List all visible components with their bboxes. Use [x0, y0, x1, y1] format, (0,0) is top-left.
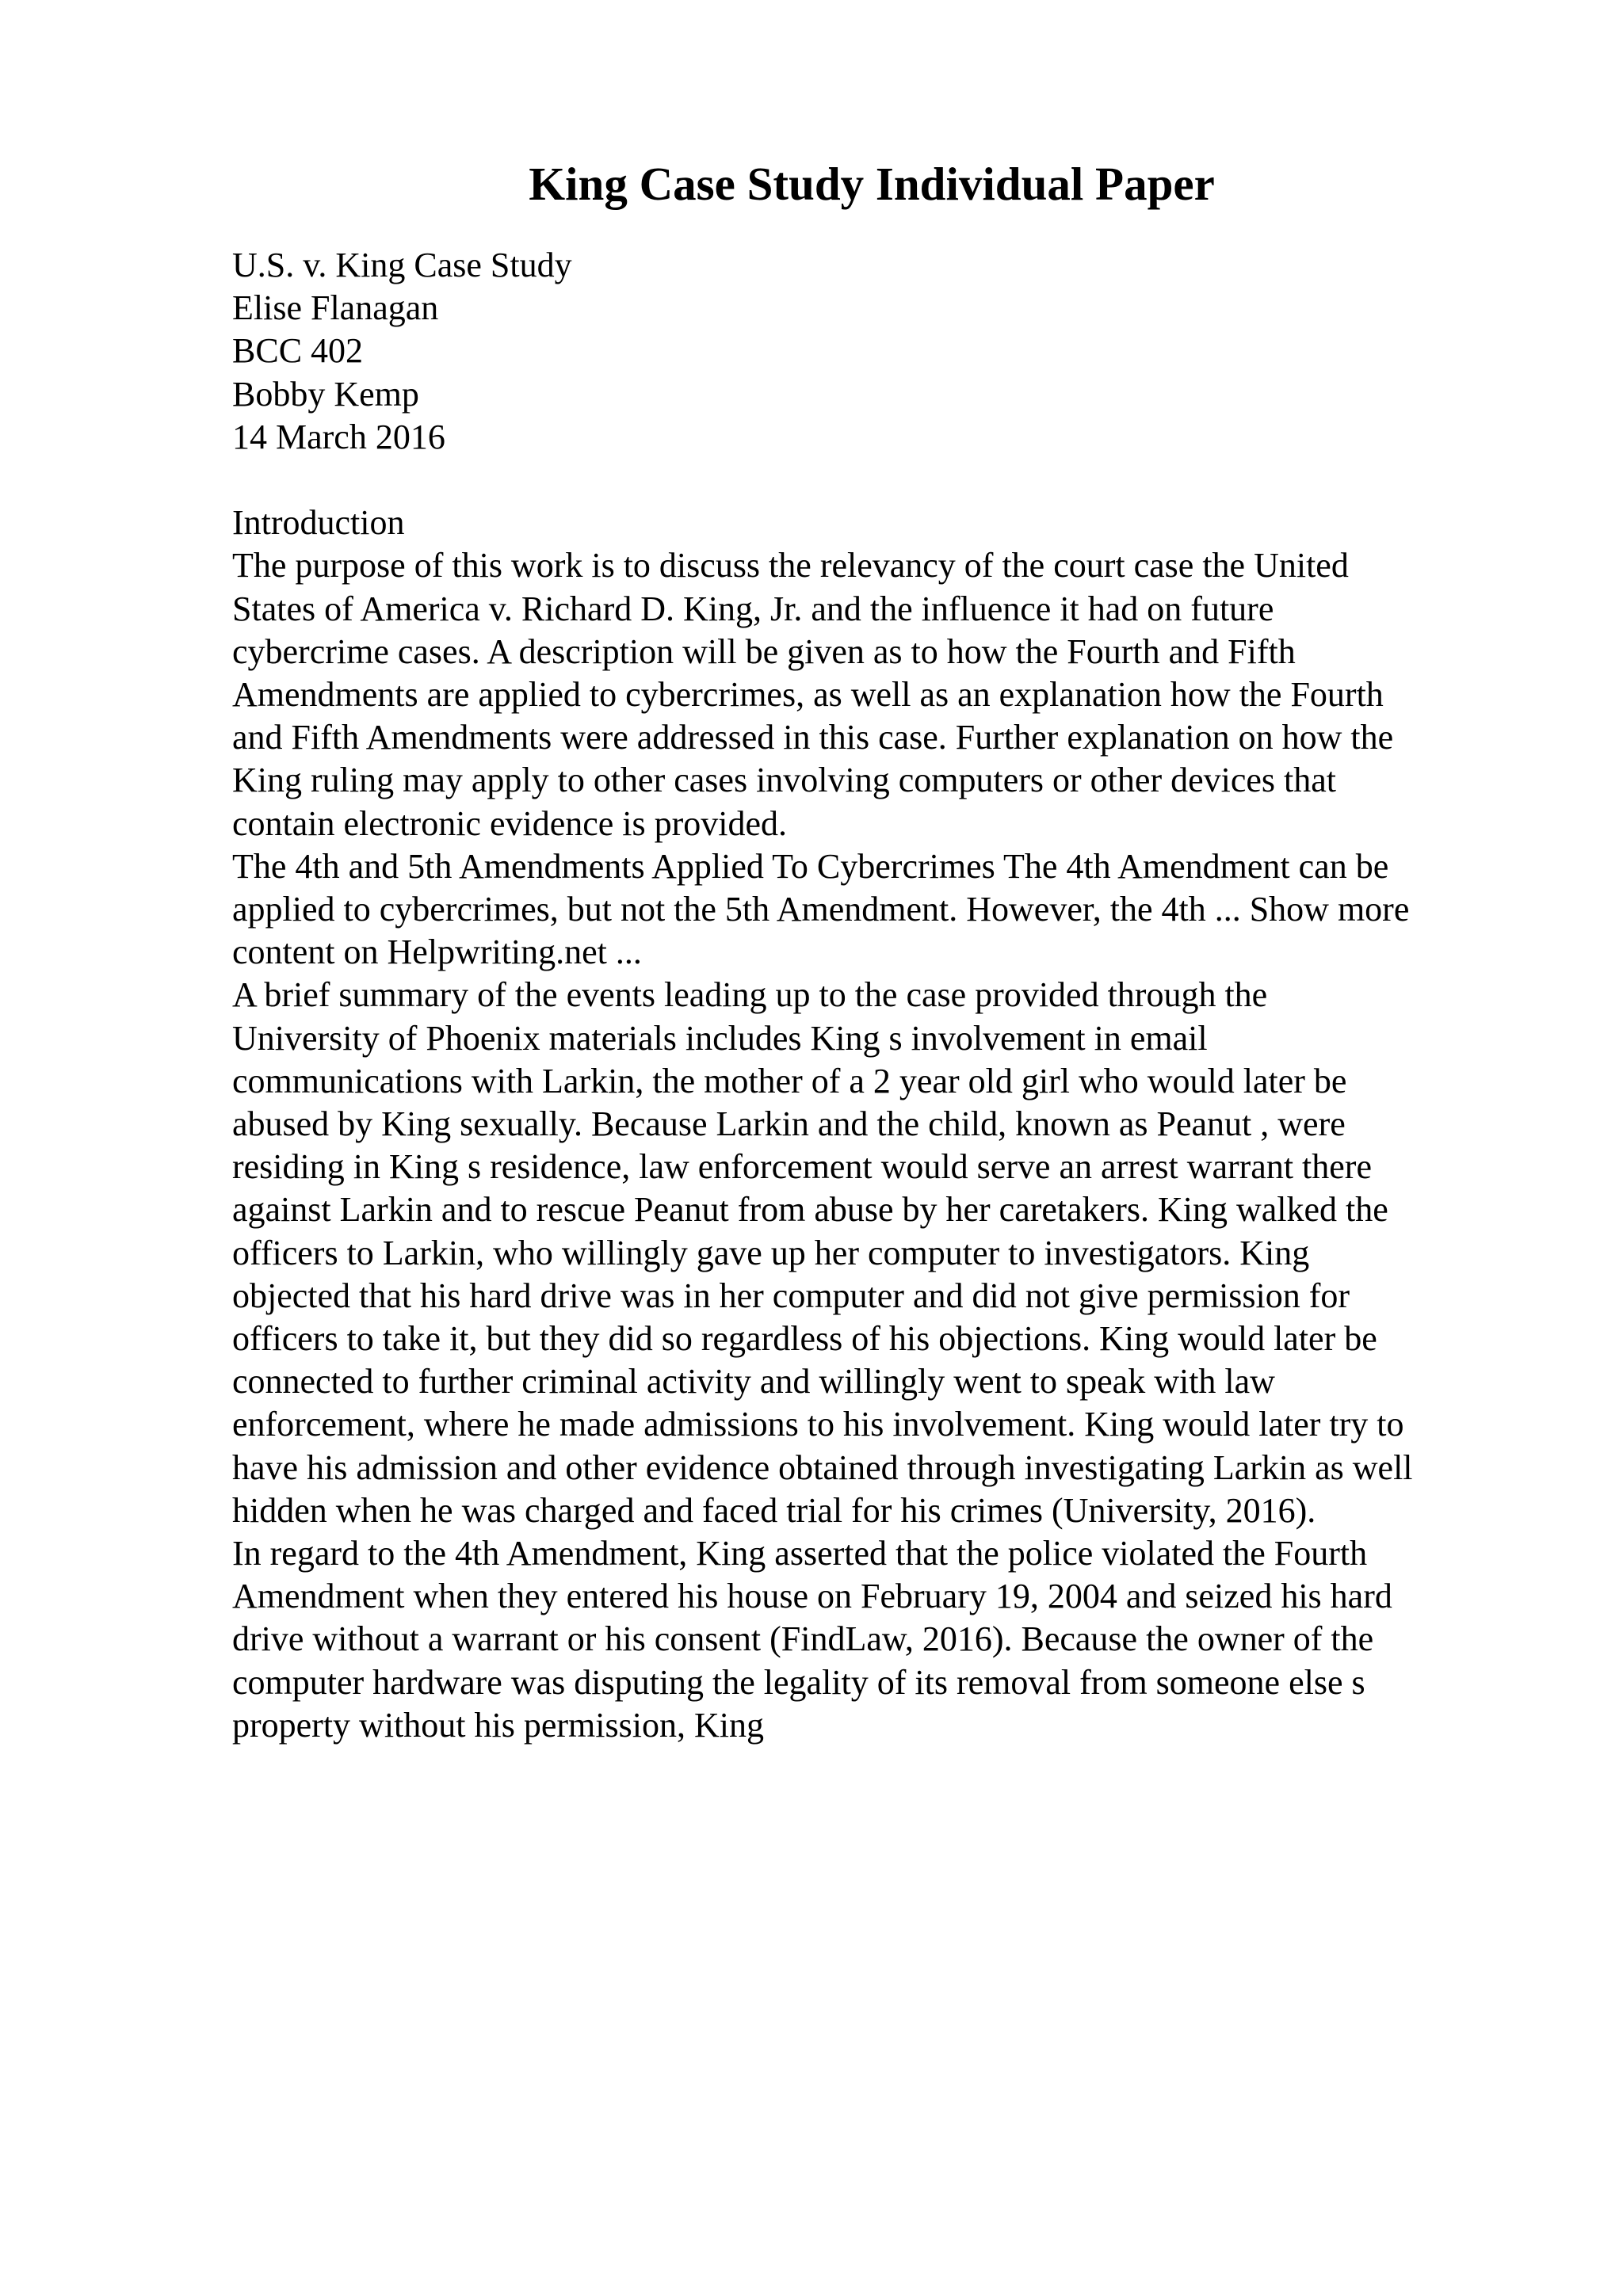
paragraph-line: King ruling may apply to other cases involving computers or other devices that [232, 761, 1337, 800]
paragraph-line: cybercrime cases. A description will be given as to how the Fourth and Fifth [232, 631, 1296, 671]
paragraph-line: property without his permission, King [232, 1705, 764, 1745]
document-body [232, 244, 1595, 1747]
paragraph-line: officers to Larkin, who willingly gave up her computer to investigators. King [232, 1233, 1310, 1272]
paragraph-line: objected that his hard drive was in her computer and did not give permission for [232, 1276, 1350, 1315]
paragraph-line: residing in King s residence, law enforcement would serve an arrest warrant there [232, 1147, 1372, 1187]
paragraph-line: The purpose of this work is to discuss the relevancy of the court case the United [232, 546, 1349, 585]
paragraph-line: drive without a warrant or his consent (FindLaw, 2016). Because the owner of the [232, 1619, 1374, 1659]
paragraph-line: The 4th and 5th Amendments Applied To Cybercrimes The 4th Amendment can be [232, 846, 1389, 886]
paragraph-line: In regard to the 4th Amendment, King asserted that the police violated the Fourth [232, 1534, 1368, 1573]
paragraph-line: content on Helpwriting.net ... [232, 933, 642, 972]
paragraph-line: have his admission and other evidence obtained through investigating Larkin as well [232, 1447, 1413, 1487]
paragraph-line: contain electronic evidence is provided. [232, 803, 788, 843]
header-block [232, 244, 1595, 459]
header-line-instructor: Bobby Kemp [232, 374, 419, 414]
section-heading: Introduction [232, 503, 405, 543]
header-line-date: 14 March 2016 [232, 417, 445, 456]
document-title: King Case Study Individual Paper [529, 158, 1215, 210]
paragraph-line: States of America v. Richard D. King, Jr. and the influence it had on future [232, 589, 1274, 628]
paragraph-line: and Fifth Amendments were addressed in this case. Further explanation on how the [232, 718, 1394, 757]
paragraph-line: enforcement, where he made admissions to his involvement. King would later try to [232, 1405, 1404, 1444]
paragraph-line: Amendments are applied to cybercrimes, as well as an explanation how the Fourth [232, 675, 1384, 715]
paragraph-line: Amendment when they entered his house on February 19, 2004 and seized his hard [232, 1577, 1392, 1616]
spacer [232, 459, 1595, 502]
paragraph-amendments [232, 845, 1595, 974]
paragraph-line: University of Phoenix materials includes King s involvement in email [232, 1018, 1208, 1058]
paragraph-line: hidden when he was charged and faced trial for his crimes (University, 2016). [232, 1490, 1316, 1530]
paragraph-line: A brief summary of the events leading up to the case provided through the [232, 975, 1268, 1015]
paragraph-line: abused by King sexually. Because Larkin and the child, known as Peanut , were [232, 1104, 1346, 1144]
header-line-course-code: BCC 402 [232, 331, 364, 371]
paragraph-line: against Larkin and to rescue Peanut from abuse by her caretakers. King walked the [232, 1190, 1388, 1230]
paragraph-line: communications with Larkin, the mother of a 2 year old girl who would later be [232, 1061, 1347, 1100]
paragraph-line: applied to cybercrimes, but not the 5th Amendment. However, the 4th ... Show more [232, 890, 1410, 929]
paragraph-fourth-amendment [232, 1532, 1595, 1747]
paragraph-line: officers to take it, but they did so regardless of his objections. King would later be [232, 1319, 1377, 1359]
header-line-author: Elise Flanagan [232, 288, 439, 328]
paragraph-line: computer hardware was disputing the legality of its removal from someone else s [232, 1662, 1365, 1702]
paragraph-summary [232, 974, 1595, 1532]
header-line-course-title: U.S. v. King Case Study [232, 246, 572, 284]
paragraph-line: connected to further criminal activity and willingly went to speak with law [232, 1362, 1275, 1402]
paragraph-introduction [232, 544, 1595, 845]
